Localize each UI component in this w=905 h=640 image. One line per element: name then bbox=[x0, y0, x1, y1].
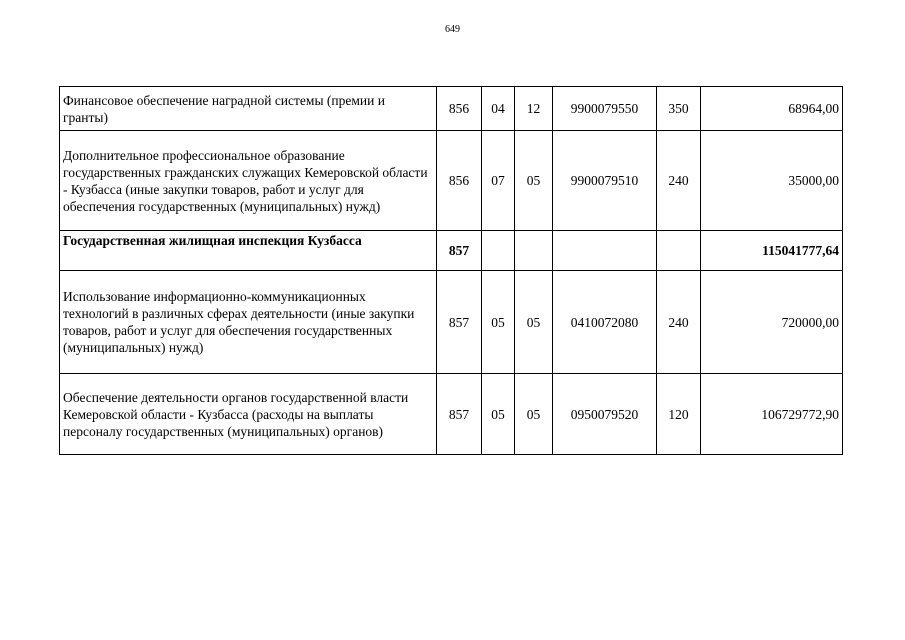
expense-type-code: 240 bbox=[657, 131, 701, 231]
table-row bbox=[60, 231, 843, 271]
subsection-code: 05 bbox=[515, 271, 553, 374]
amount: 35000,00 bbox=[701, 131, 843, 231]
row-name: Финансовое обеспечение наградной системы (премии и гранты) bbox=[60, 87, 437, 131]
row-name: Использование информационно-коммуникационных технологий в различных сферах деятельности (иные закупки товаров, работ и услуг для обеспечения государственных (муниципальных) нужд) bbox=[60, 271, 437, 374]
target-article-code bbox=[553, 231, 657, 271]
page-number: 649 bbox=[445, 24, 460, 35]
expense-type-code bbox=[657, 231, 701, 271]
row-name: Обеспечение деятельности органов государственной власти Кемеровской области - Кузбасса (расходы на выплаты персоналу государственных (муниципальных) органов) bbox=[60, 374, 437, 455]
subsection-code: 05 bbox=[515, 131, 553, 231]
target-article-code: 0950079520 bbox=[553, 374, 657, 455]
ministry-code: 856 bbox=[437, 131, 482, 231]
ministry-code: 857 bbox=[437, 374, 482, 455]
section-code: 07 bbox=[482, 131, 515, 231]
section-code: 05 bbox=[482, 271, 515, 374]
target-article-code: 0410072080 bbox=[553, 271, 657, 374]
department-name: Государственная жилищная инспекция Кузбасса bbox=[60, 231, 437, 271]
subsection-code: 05 bbox=[515, 374, 553, 455]
expense-type-code: 350 bbox=[657, 87, 701, 131]
section-code bbox=[482, 231, 515, 271]
amount: 115041777,64 bbox=[701, 231, 843, 271]
section-code: 04 bbox=[482, 87, 515, 131]
budget-table bbox=[59, 86, 843, 455]
table-row bbox=[60, 374, 843, 455]
ministry-code: 857 bbox=[437, 231, 482, 271]
section-code: 05 bbox=[482, 374, 515, 455]
row-name: Дополнительное профессиональное образование государственных гражданских служащих Кемеровской области - Кузбасса (иные закупки товаров, работ и услуг для обеспечения государственных (муниципальных) нужд) bbox=[60, 131, 437, 231]
table-row bbox=[60, 271, 843, 374]
ministry-code: 856 bbox=[437, 87, 482, 131]
target-article-code: 9900079550 bbox=[553, 87, 657, 131]
table-row bbox=[60, 87, 843, 131]
target-article-code: 9900079510 bbox=[553, 131, 657, 231]
subsection-code bbox=[515, 231, 553, 271]
table-row bbox=[60, 131, 843, 231]
expense-type-code: 240 bbox=[657, 271, 701, 374]
amount: 720000,00 bbox=[701, 271, 843, 374]
ministry-code: 857 bbox=[437, 271, 482, 374]
amount: 68964,00 bbox=[701, 87, 843, 131]
expense-type-code: 120 bbox=[657, 374, 701, 455]
subsection-code: 12 bbox=[515, 87, 553, 131]
amount: 106729772,90 bbox=[701, 374, 843, 455]
